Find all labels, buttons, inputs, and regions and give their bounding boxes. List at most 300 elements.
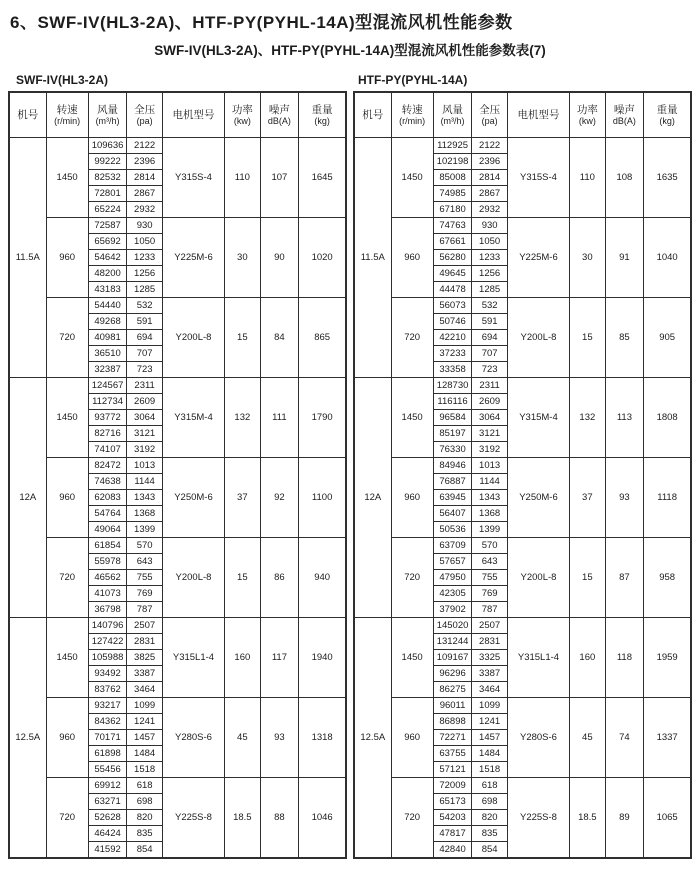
noise-cell: 90 <box>260 218 299 298</box>
pressure-cell: 930 <box>127 218 162 234</box>
noise-cell: 87 <box>605 538 644 618</box>
speed-cell: 720 <box>46 538 88 618</box>
motor-model-cell: Y315L1-4 <box>507 618 569 698</box>
airflow-cell: 57657 <box>433 554 472 570</box>
col-header-label: 风量 <box>442 103 464 116</box>
airflow-cell: 74107 <box>88 442 127 458</box>
airflow-cell: 128730 <box>433 378 472 394</box>
airflow-cell: 105988 <box>88 650 127 666</box>
power-cell: 15 <box>570 298 605 378</box>
airflow-cell: 54642 <box>88 250 127 266</box>
col-header-unit: (kg) <box>659 115 675 126</box>
pressure-cell: 2311 <box>127 378 162 394</box>
pressure-cell: 787 <box>127 602 162 618</box>
airflow-cell: 54764 <box>88 506 127 522</box>
pressure-cell: 1285 <box>127 282 162 298</box>
speed-cell: 1450 <box>391 618 433 698</box>
speed-cell: 960 <box>46 458 88 538</box>
motor-model-cell: Y280S-6 <box>507 698 569 778</box>
weight-cell: 1046 <box>299 778 346 859</box>
airflow-cell: 46424 <box>88 826 127 842</box>
noise-cell: 118 <box>605 618 644 698</box>
pressure-cell: 2609 <box>127 394 162 410</box>
col-header-label: 功率 <box>231 103 253 116</box>
airflow-cell: 84362 <box>88 714 127 730</box>
airflow-cell: 48200 <box>88 266 127 282</box>
airflow-cell: 99222 <box>88 154 127 170</box>
pressure-cell: 820 <box>472 810 507 826</box>
header-row <box>354 92 691 138</box>
table-row <box>9 218 346 234</box>
speed-cell: 1450 <box>46 378 88 458</box>
col-header-speed <box>46 92 88 138</box>
airflow-cell: 145020 <box>433 618 472 634</box>
col-header-unit: (m³/h) <box>440 115 465 126</box>
motor-model-cell: Y225M-6 <box>162 218 224 298</box>
col-header-label: 全压 <box>479 103 501 116</box>
col-header-label: 转速 <box>401 103 423 116</box>
pressure-cell: 570 <box>472 538 507 554</box>
pressure-cell: 570 <box>127 538 162 554</box>
model-cell: 12A <box>354 378 391 618</box>
col-header-label: 风量 <box>97 103 119 116</box>
weight-cell: 940 <box>299 538 346 618</box>
airflow-cell: 57121 <box>433 762 472 778</box>
pressure-cell: 769 <box>127 586 162 602</box>
header-row <box>9 92 346 138</box>
pressure-cell: 1144 <box>472 474 507 490</box>
power-cell: 15 <box>225 298 260 378</box>
table-row <box>9 458 346 474</box>
airflow-cell: 72587 <box>88 218 127 234</box>
pressure-cell: 1233 <box>472 250 507 266</box>
table-row <box>9 698 346 714</box>
airflow-cell: 49268 <box>88 314 127 330</box>
pressure-cell: 2311 <box>472 378 507 394</box>
airflow-cell: 109636 <box>88 138 127 154</box>
motor-model-cell: Y225M-6 <box>507 218 569 298</box>
power-cell: 18.5 <box>570 778 605 859</box>
airflow-cell: 40981 <box>88 330 127 346</box>
weight-cell: 1645 <box>299 138 346 218</box>
airflow-cell: 131244 <box>433 634 472 650</box>
pressure-cell: 1013 <box>127 458 162 474</box>
pressure-cell: 643 <box>472 554 507 570</box>
col-header-label: 机号 <box>362 108 384 121</box>
power-cell: 132 <box>570 378 605 458</box>
speed-cell: 960 <box>391 218 433 298</box>
pressure-cell: 707 <box>127 346 162 362</box>
model-cell: 11.5A <box>354 138 391 378</box>
weight-cell: 1100 <box>299 458 346 538</box>
table-row <box>354 218 691 234</box>
col-header-weight <box>299 92 346 138</box>
right-table-caption: HTF-PY(PYHL-14A) <box>358 73 468 87</box>
power-cell: 37 <box>225 458 260 538</box>
page-subtitle: SWF-IV(HL3-2A)、HTF-PY(PYHL-14A)型混流风机性能参数表(7) <box>154 43 546 58</box>
pressure-cell: 1285 <box>472 282 507 298</box>
pressure-cell: 835 <box>127 826 162 842</box>
col-header-label: 噪声 <box>268 103 290 116</box>
speed-cell: 960 <box>391 698 433 778</box>
table-row <box>9 378 346 394</box>
pressure-cell: 1484 <box>472 746 507 762</box>
airflow-cell: 56407 <box>433 506 472 522</box>
pressure-cell: 1256 <box>472 266 507 282</box>
airflow-cell: 32387 <box>88 362 127 378</box>
airflow-cell: 50536 <box>433 522 472 538</box>
col-header-label: 转速 <box>56 103 78 116</box>
weight-cell: 1790 <box>299 378 346 458</box>
pressure-cell: 698 <box>127 794 162 810</box>
airflow-cell: 65224 <box>88 202 127 218</box>
airflow-cell: 112925 <box>433 138 472 154</box>
table-row <box>354 298 691 314</box>
pressure-cell: 2932 <box>127 202 162 218</box>
pressure-cell: 591 <box>472 314 507 330</box>
col-header-label: 电机型号 <box>517 108 560 121</box>
model-cell: 12A <box>9 378 46 618</box>
motor-model-cell: Y200L-8 <box>507 298 569 378</box>
noise-cell: 113 <box>605 378 644 458</box>
table-row <box>9 298 346 314</box>
col-header-noise <box>605 92 644 138</box>
col-header-pressure <box>472 92 507 138</box>
power-cell: 30 <box>225 218 260 298</box>
col-header-airflow <box>433 92 472 138</box>
pressure-cell: 787 <box>472 602 507 618</box>
col-header-label: 机号 <box>17 108 39 121</box>
col-header-machine-no <box>354 92 391 138</box>
pressure-cell: 694 <box>472 330 507 346</box>
pressure-cell: 1099 <box>472 698 507 714</box>
power-cell: 37 <box>570 458 605 538</box>
motor-model-cell: Y280S-6 <box>162 698 224 778</box>
pressure-cell: 698 <box>472 794 507 810</box>
weight-cell: 1065 <box>644 778 691 859</box>
airflow-cell: 44478 <box>433 282 472 298</box>
pressure-cell: 2507 <box>472 618 507 634</box>
airflow-cell: 65173 <box>433 794 472 810</box>
airflow-cell: 49064 <box>88 522 127 538</box>
airflow-cell: 72009 <box>433 778 472 794</box>
col-header-label: 噪声 <box>613 103 635 116</box>
noise-cell: 89 <box>605 778 644 859</box>
col-header-motor-model <box>507 92 569 138</box>
pressure-cell: 2831 <box>127 634 162 650</box>
power-cell: 160 <box>225 618 260 698</box>
col-header-pressure <box>127 92 162 138</box>
pressure-cell: 532 <box>127 298 162 314</box>
col-header-unit: (r/min) <box>399 115 426 126</box>
col-header-unit: (kw) <box>578 115 596 126</box>
airflow-cell: 140796 <box>88 618 127 634</box>
power-cell: 15 <box>225 538 260 618</box>
noise-cell: 107 <box>260 138 299 218</box>
table-row <box>9 778 346 794</box>
airflow-cell: 63945 <box>433 490 472 506</box>
airflow-cell: 86275 <box>433 682 472 698</box>
col-header-unit: (r/min) <box>54 115 81 126</box>
airflow-cell: 82472 <box>88 458 127 474</box>
col-header-label: 重量 <box>311 103 333 116</box>
noise-cell: 108 <box>605 138 644 218</box>
pressure-cell: 854 <box>472 842 507 859</box>
noise-cell: 86 <box>260 538 299 618</box>
airflow-cell: 37233 <box>433 346 472 362</box>
pressure-cell: 1343 <box>472 490 507 506</box>
weight-cell: 958 <box>644 538 691 618</box>
motor-model-cell: Y225S-8 <box>162 778 224 859</box>
airflow-cell: 109167 <box>433 650 472 666</box>
airflow-cell: 86898 <box>433 714 472 730</box>
table-row <box>354 778 691 794</box>
pressure-cell: 1343 <box>127 490 162 506</box>
pressure-cell: 1050 <box>127 234 162 250</box>
pressure-cell: 1368 <box>472 506 507 522</box>
pressure-cell: 3192 <box>127 442 162 458</box>
pressure-cell: 820 <box>127 810 162 826</box>
pressure-cell: 755 <box>127 570 162 586</box>
airflow-cell: 74985 <box>433 186 472 202</box>
pressure-cell: 835 <box>472 826 507 842</box>
col-header-label: 重量 <box>656 103 678 116</box>
airflow-cell: 52628 <box>88 810 127 826</box>
pressure-cell: 2396 <box>127 154 162 170</box>
fan-performance-table-swf <box>8 91 347 859</box>
table-row <box>354 378 691 394</box>
power-cell: 45 <box>225 698 260 778</box>
airflow-cell: 61854 <box>88 538 127 554</box>
speed-cell: 720 <box>391 538 433 618</box>
fan-performance-table-htf <box>353 91 692 859</box>
airflow-cell: 93492 <box>88 666 127 682</box>
pressure-cell: 643 <box>127 554 162 570</box>
motor-model-cell: Y315S-4 <box>162 138 224 218</box>
airflow-cell: 76330 <box>433 442 472 458</box>
airflow-cell: 42305 <box>433 586 472 602</box>
table-row <box>354 698 691 714</box>
pressure-cell: 3387 <box>472 666 507 682</box>
right-table-holder <box>353 91 692 859</box>
power-cell: 110 <box>225 138 260 218</box>
airflow-cell: 47817 <box>433 826 472 842</box>
col-header-speed <box>391 92 433 138</box>
noise-cell: 88 <box>260 778 299 859</box>
airflow-cell: 74763 <box>433 218 472 234</box>
speed-cell: 1450 <box>391 378 433 458</box>
airflow-cell: 116116 <box>433 394 472 410</box>
pressure-cell: 3325 <box>472 650 507 666</box>
airflow-cell: 47950 <box>433 570 472 586</box>
airflow-cell: 63271 <box>88 794 127 810</box>
airflow-cell: 49645 <box>433 266 472 282</box>
pressure-cell: 618 <box>472 778 507 794</box>
airflow-cell: 46562 <box>88 570 127 586</box>
pressure-cell: 1013 <box>472 458 507 474</box>
airflow-cell: 76887 <box>433 474 472 490</box>
motor-model-cell: Y315L1-4 <box>162 618 224 698</box>
pressure-cell: 694 <box>127 330 162 346</box>
airflow-cell: 36798 <box>88 602 127 618</box>
airflow-cell: 112734 <box>88 394 127 410</box>
pressure-cell: 3192 <box>472 442 507 458</box>
pressure-cell: 1457 <box>127 730 162 746</box>
col-header-label: 功率 <box>576 103 598 116</box>
col-header-noise <box>260 92 299 138</box>
pressure-cell: 2814 <box>472 170 507 186</box>
left-table-caption: SWF-IV(HL3-2A) <box>16 73 108 87</box>
pressure-cell: 3387 <box>127 666 162 682</box>
pressure-cell: 2814 <box>127 170 162 186</box>
model-cell: 12.5A <box>354 618 391 859</box>
model-cell: 11.5A <box>9 138 46 378</box>
pressure-cell: 1144 <box>127 474 162 490</box>
table-row <box>9 138 346 154</box>
speed-cell: 960 <box>391 458 433 538</box>
airflow-cell: 63709 <box>433 538 472 554</box>
table-row <box>9 538 346 554</box>
airflow-cell: 41592 <box>88 842 127 859</box>
airflow-cell: 63755 <box>433 746 472 762</box>
speed-cell: 720 <box>46 778 88 859</box>
pressure-cell: 2122 <box>127 138 162 154</box>
airflow-cell: 96584 <box>433 410 472 426</box>
tables-container <box>8 91 692 859</box>
pressure-cell: 1050 <box>472 234 507 250</box>
power-cell: 132 <box>225 378 260 458</box>
weight-cell: 1959 <box>644 618 691 698</box>
pressure-cell: 3464 <box>472 682 507 698</box>
pressure-cell: 723 <box>127 362 162 378</box>
col-header-unit: dB(A) <box>612 115 636 126</box>
pressure-cell: 2396 <box>472 154 507 170</box>
weight-cell: 905 <box>644 298 691 378</box>
motor-model-cell: Y315M-4 <box>507 378 569 458</box>
pressure-cell: 755 <box>472 570 507 586</box>
airflow-cell: 54440 <box>88 298 127 314</box>
airflow-cell: 74638 <box>88 474 127 490</box>
airflow-cell: 62083 <box>88 490 127 506</box>
pressure-cell: 591 <box>127 314 162 330</box>
pressure-cell: 3064 <box>127 410 162 426</box>
col-header-power <box>225 92 260 138</box>
airflow-cell: 96296 <box>433 666 472 682</box>
speed-cell: 960 <box>46 218 88 298</box>
airflow-cell: 84946 <box>433 458 472 474</box>
airflow-cell: 83762 <box>88 682 127 698</box>
motor-model-cell: Y250M-6 <box>507 458 569 538</box>
pressure-cell: 854 <box>127 842 162 859</box>
pressure-cell: 532 <box>472 298 507 314</box>
airflow-cell: 72801 <box>88 186 127 202</box>
weight-cell: 1808 <box>644 378 691 458</box>
col-header-unit: (kg) <box>314 115 330 126</box>
airflow-cell: 70171 <box>88 730 127 746</box>
airflow-cell: 56280 <box>433 250 472 266</box>
speed-cell: 1450 <box>391 138 433 218</box>
pressure-cell: 1399 <box>127 522 162 538</box>
col-header-unit: (kw) <box>233 115 251 126</box>
pressure-cell: 707 <box>472 346 507 362</box>
col-header-unit: (pa) <box>136 115 153 126</box>
col-header-weight <box>644 92 691 138</box>
airflow-cell: 43183 <box>88 282 127 298</box>
pressure-cell: 723 <box>472 362 507 378</box>
pressure-cell: 1399 <box>472 522 507 538</box>
airflow-cell: 67180 <box>433 202 472 218</box>
motor-model-cell: Y200L-8 <box>162 298 224 378</box>
noise-cell: 74 <box>605 698 644 778</box>
pressure-cell: 1099 <box>127 698 162 714</box>
power-cell: 18.5 <box>225 778 260 859</box>
pressure-cell: 3825 <box>127 650 162 666</box>
airflow-cell: 67661 <box>433 234 472 250</box>
airflow-cell: 41073 <box>88 586 127 602</box>
pressure-cell: 3121 <box>127 426 162 442</box>
speed-cell: 720 <box>391 778 433 859</box>
col-header-unit: (pa) <box>481 115 498 126</box>
weight-cell: 1318 <box>299 698 346 778</box>
airflow-cell: 127422 <box>88 634 127 650</box>
col-header-unit: dB(A) <box>267 115 291 126</box>
col-header-power <box>570 92 605 138</box>
table-row <box>354 458 691 474</box>
pressure-cell: 1518 <box>472 762 507 778</box>
col-header-label: 电机型号 <box>172 108 215 121</box>
power-cell: 160 <box>570 618 605 698</box>
pressure-cell: 2932 <box>472 202 507 218</box>
airflow-cell: 36510 <box>88 346 127 362</box>
pressure-cell: 1241 <box>472 714 507 730</box>
power-cell: 45 <box>570 698 605 778</box>
airflow-cell: 55456 <box>88 762 127 778</box>
table-captions <box>8 73 692 87</box>
col-header-label: 全压 <box>134 103 156 116</box>
pressure-cell: 2867 <box>127 186 162 202</box>
col-header-machine-no <box>9 92 46 138</box>
weight-cell: 1118 <box>644 458 691 538</box>
airflow-cell: 102198 <box>433 154 472 170</box>
airflow-cell: 37902 <box>433 602 472 618</box>
motor-model-cell: Y250M-6 <box>162 458 224 538</box>
airflow-cell: 42840 <box>433 842 472 859</box>
pressure-cell: 2122 <box>472 138 507 154</box>
pressure-cell: 2609 <box>472 394 507 410</box>
pressure-cell: 769 <box>472 586 507 602</box>
table-row <box>9 618 346 634</box>
noise-cell: 92 <box>260 458 299 538</box>
noise-cell: 117 <box>260 618 299 698</box>
weight-cell: 1040 <box>644 218 691 298</box>
airflow-cell: 54203 <box>433 810 472 826</box>
motor-model-cell: Y200L-8 <box>162 538 224 618</box>
left-table-holder <box>8 91 347 859</box>
airflow-cell: 50746 <box>433 314 472 330</box>
speed-cell: 720 <box>46 298 88 378</box>
table-row <box>354 538 691 554</box>
pressure-cell: 3064 <box>472 410 507 426</box>
speed-cell: 1450 <box>46 138 88 218</box>
airflow-cell: 42210 <box>433 330 472 346</box>
motor-model-cell: Y315M-4 <box>162 378 224 458</box>
pressure-cell: 1484 <box>127 746 162 762</box>
table-row <box>354 138 691 154</box>
speed-cell: 960 <box>46 698 88 778</box>
weight-cell: 865 <box>299 298 346 378</box>
pressure-cell: 3121 <box>472 426 507 442</box>
airflow-cell: 82716 <box>88 426 127 442</box>
